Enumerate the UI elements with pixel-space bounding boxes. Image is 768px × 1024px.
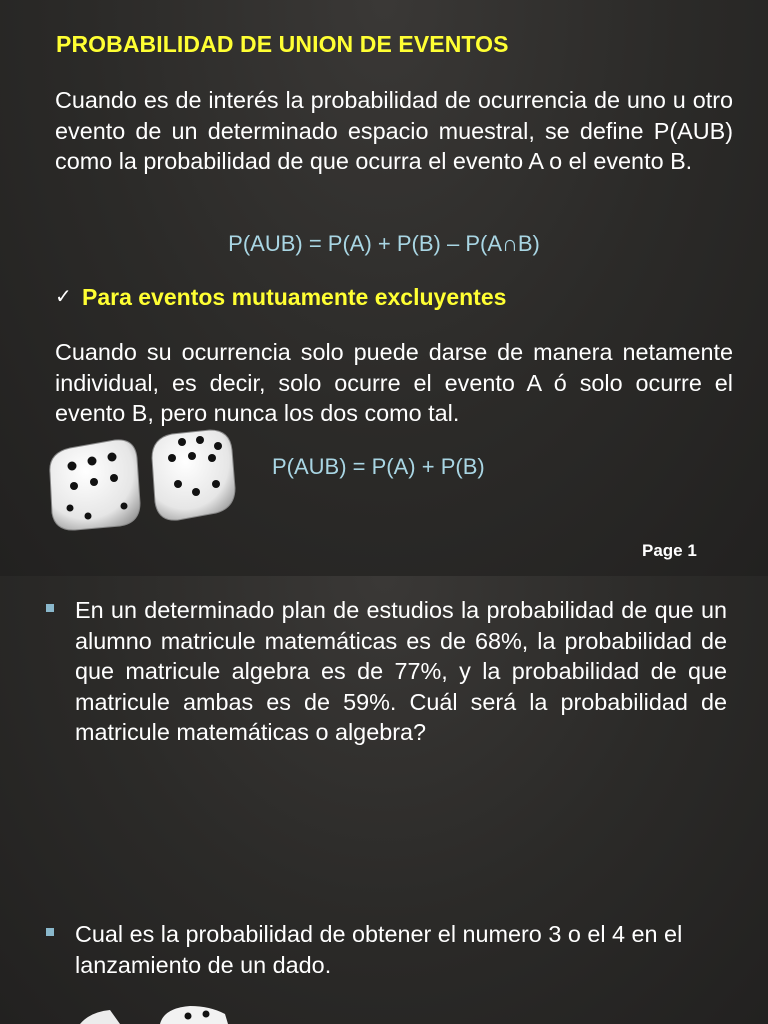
union-formula: P(AUB) = P(A) + P(B) – P(A∩B) [228, 231, 540, 256]
left-die [50, 440, 140, 530]
bullet-icon [46, 604, 54, 612]
slide-2 [0, 576, 768, 1024]
right-die [152, 430, 235, 520]
subtitle-mutually-exclusive: Para eventos mutuamente excluyentes [82, 284, 507, 310]
page-number: Page 1 [642, 541, 697, 560]
exclusive-paragraph: Cuando su ocurrencia solo puede darse de manera netamente individual, es decir, solo ocurre el evento A ó solo ocurre el evento B, pero nunca los dos como tal. [55, 339, 733, 426]
dice-icon [60, 1004, 260, 1024]
slide-title: PROBABILIDAD DE UNION DE EVENTOS [56, 31, 509, 57]
exercise-2-text: Cual es la probabilidad de obtener el numero 3 o el 4 en el lanzamiento de un dado. [75, 921, 683, 978]
checkmark-icon: ✓ [55, 286, 72, 308]
bullet-icon [46, 928, 54, 936]
exclusive-formula: P(AUB) = P(A) + P(B) [272, 454, 485, 479]
definition-paragraph: Cuando es de interés la probabilidad de ocurrencia de uno u otro evento de un determinado espacio muestral, se define P(AUB) como la probabilidad de que ocurra el evento A o el evento B. [55, 87, 733, 174]
dice-icon [40, 428, 240, 538]
exercise-1-text: En un determinado plan de estudios la probabilidad de que un alumno matricule matemáticas es de 68%, la probabilidad de que matricule algebra es de 77%, y la probabilidad de que matricule ambas es de 59%. Cuál será la probabilidad de matricule matemáticas o algebra? [75, 597, 727, 745]
